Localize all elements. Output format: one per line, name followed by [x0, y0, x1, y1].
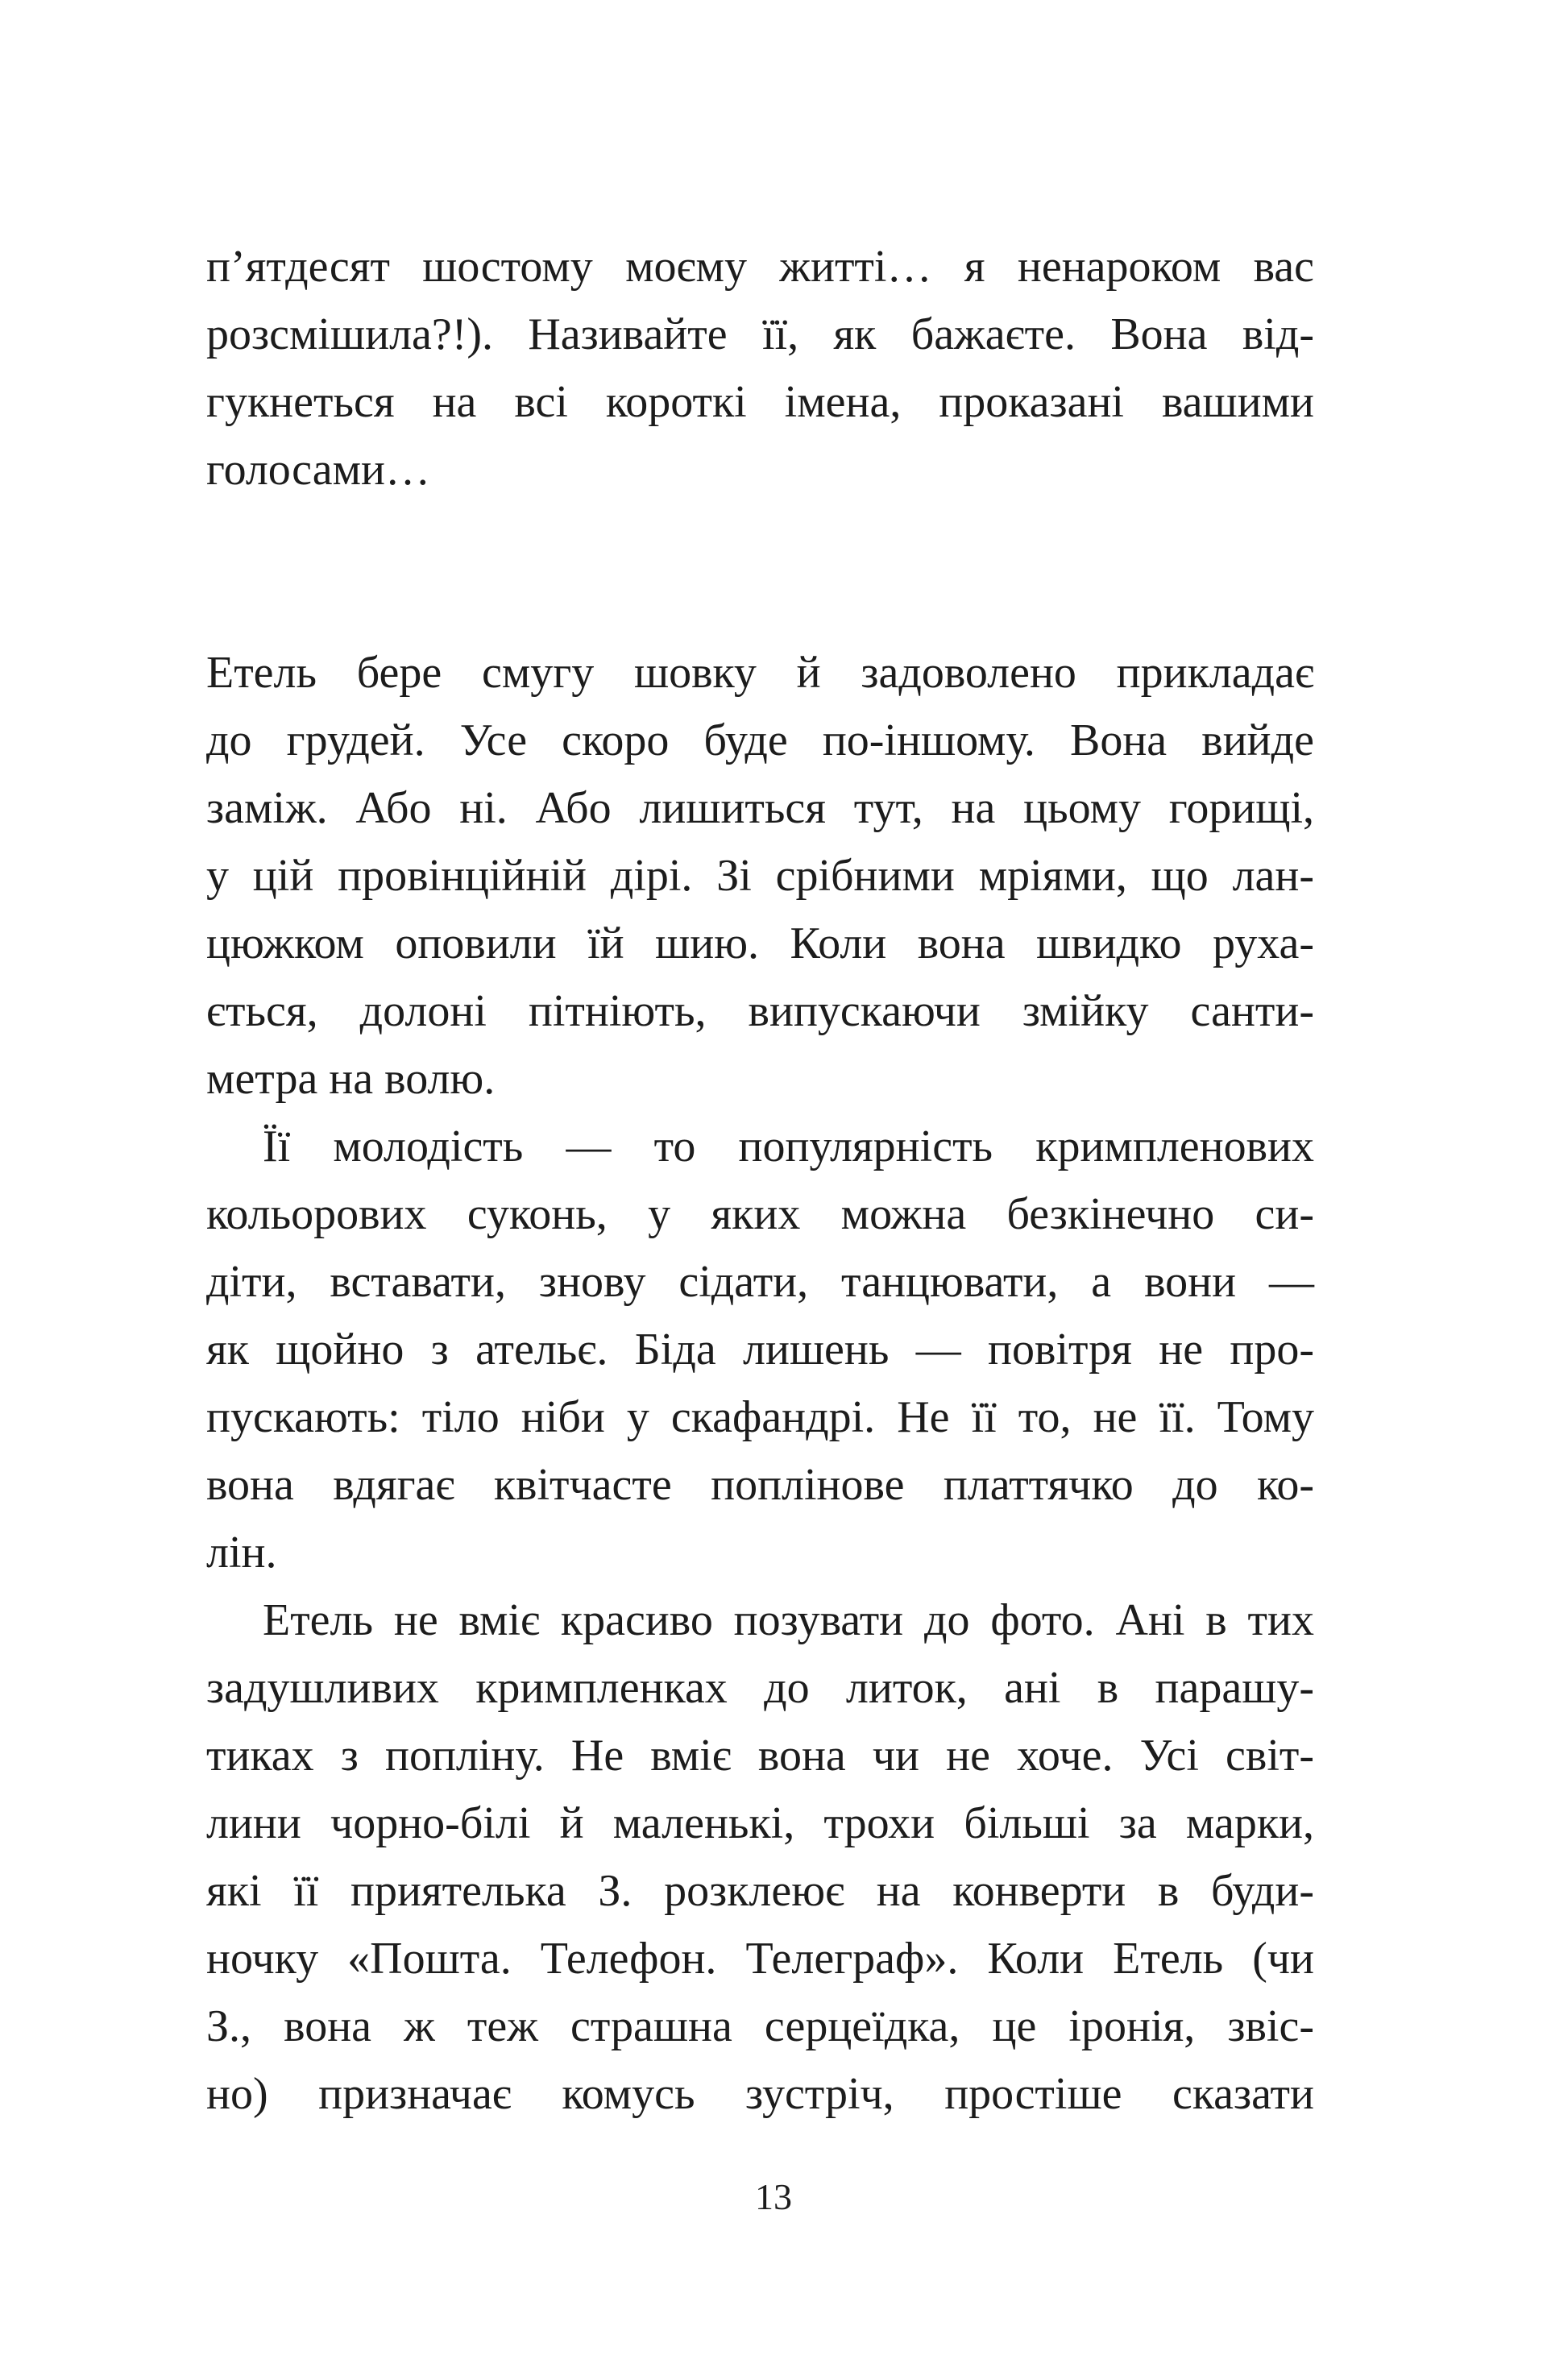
text-line: до грудей. Усе скоро буде по-іншому. Вона вийде [206, 715, 1314, 765]
body-text [206, 233, 1314, 2128]
text-line: Етель бере смугу шовку й задоволено прикладає [206, 648, 1314, 698]
text-line: заміж. Або ні. Або лишиться тут, на цьому горищі, [206, 783, 1314, 833]
text-line: як щойно з ательє. Біда лишень — повітря не про- [206, 1325, 1314, 1375]
text-line: З., вона ж теж страшна серцеїдка, це іронія, звіс- [206, 2001, 1314, 2051]
text-line: ночку «Пошта. Телефон. Телеграф». Коли Етель (чи [206, 1934, 1314, 1984]
paragraph [206, 639, 1314, 1113]
text-line: кольорових суконь, у яких можна безкінечно си- [206, 1189, 1314, 1239]
paragraph [206, 1113, 1314, 1586]
text-line: п’ятдесят шостому моєму житті… я ненароком вас [206, 242, 1314, 292]
paragraph [206, 233, 1314, 504]
text-line: лін. [206, 1528, 277, 1578]
text-line: розсмішила?!). Називайте її, як бажаєте. Вона від- [206, 309, 1314, 359]
text-line: но) призначає комусь зустріч, простіше сказати [206, 2069, 1314, 2119]
text-line: пускають: тіло ніби у скафандрі. Не її то, не її. Тому [206, 1392, 1314, 1442]
text-line: вона вдягає квітчасте поплінове платтячко до ко- [206, 1460, 1314, 1510]
paragraph [206, 1586, 1314, 2128]
text-line: голосами… [206, 445, 430, 495]
text-line: ється, долоні пітніють, випускаючи змійку санти- [206, 986, 1314, 1036]
text-line: метра на волю. [206, 1054, 496, 1104]
text-line: у цій провінційній дірі. Зі срібними мріями, що лан- [206, 851, 1314, 901]
text-line: цюжком оповили їй шию. Коли вона швидко руха- [206, 918, 1314, 968]
text-line: гукнеться на всі короткі імена, проказані вашими [206, 377, 1314, 427]
text-line: тиках з попліну. Не вміє вона чи не хоче. Усі світ- [206, 1731, 1314, 1781]
text-line: задушливих кримпленках до литок, ані в парашу- [206, 1663, 1314, 1713]
text-line: Її молодість — то популярність кримпленових [263, 1122, 1314, 1171]
section-break [206, 504, 1314, 639]
text-line: які її приятелька З. розклеює на конверти в буди- [206, 1866, 1314, 1916]
text-line: Етель не вміє красиво позувати до фото. Ані в тих [263, 1595, 1314, 1645]
text-line: діти, вставати, знову сідати, танцювати, а вони — [206, 1257, 1314, 1307]
text-line: лини чорно-білі й маленькі, трохи більші за марки, [206, 1798, 1314, 1848]
page-number: 13 [755, 2176, 792, 2217]
